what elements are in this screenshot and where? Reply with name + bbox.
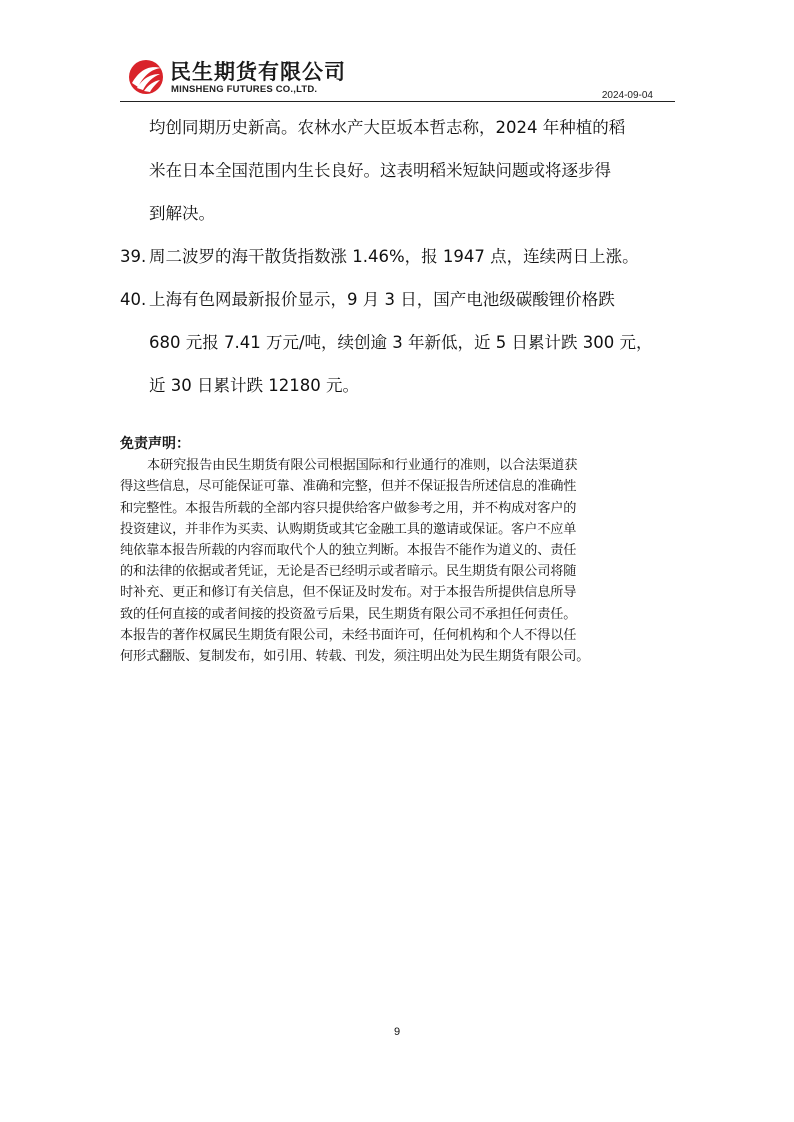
item-number: 40. xyxy=(120,290,147,309)
disclaimer-line: 时补充、更正和修订有关信息，但不保证及时发布。对于本报告所提供信息所导 xyxy=(120,585,577,601)
disclaimer-line: 何形式翻版、复制发布，如引用、转载、刊发，须注明出处为民生期货有限公司。 xyxy=(120,649,590,665)
news-list xyxy=(120,106,680,407)
company-name-en: MINSHENG FUTURES CO.,LTD. xyxy=(171,84,318,95)
item-line: 周二波罗的海干散货指数涨 1.46%，报 1947 点，连续两日上涨。 xyxy=(149,247,639,266)
page-header xyxy=(120,54,675,102)
disclaimer-title: 免责声明： xyxy=(120,436,190,452)
disclaimer-line: 本报告的著作权属民生期货有限公司，未经书面许可，任何机构和个人不得以任 xyxy=(120,627,577,643)
continuation-line: 米在日本全国范围内生长良好。这表明稻米短缺问题或将逐步得 xyxy=(149,161,611,180)
page-number: 9 xyxy=(393,1026,401,1038)
news-item-39 xyxy=(120,235,680,278)
continuation-line: 到解决。 xyxy=(149,204,215,223)
item-line: 上海有色网最新报价显示，9 月 3 日，国产电池级碳酸锂价格跌 xyxy=(149,290,615,309)
disclaimer-line: 的和法律的依据或者凭证，无论是否已经明示或者暗示。民生期货有限公司将随 xyxy=(120,564,577,580)
disclaimer-line: 纯依靠本报告所载的内容而取代个人的独立判断。本报告不能作为道义的、责任 xyxy=(120,543,577,559)
disclaimer-section xyxy=(120,434,676,667)
news-item-40 xyxy=(120,278,680,407)
disclaimer-line: 得这些信息，尽可能保证可靠、准确和完整，但并不保证报告所述信息的准确性 xyxy=(120,479,577,495)
disclaimer-line: 致的任何直接的或者间接的投资盈亏后果，民生期货有限公司不承担任何责任。 xyxy=(120,606,577,622)
item-number: 39. xyxy=(120,247,147,266)
report-date: 2024-09-04 xyxy=(601,90,653,101)
continuation-line: 均创同期历史新高。农林水产大臣坂本哲志称，2024 年种植的稻 xyxy=(149,118,626,137)
item-line: 680 元报 7.41 万元/吨，续创逾 3 年新低，近 5 日累计跌 300 元， xyxy=(149,333,653,352)
disclaimer-line: 投资建议，并非作为买卖、认购期货或其它金融工具的邀请或保证。客户不应单 xyxy=(120,521,577,537)
disclaimer-line: 本研究报告由民生期货有限公司根据国际和行业通行的准则，以合法渠道获 xyxy=(147,458,578,474)
header-divider xyxy=(120,101,675,102)
minsheng-logo-icon xyxy=(128,59,164,95)
item-line: 近 30 日累计跌 12180 元。 xyxy=(149,376,359,395)
disclaimer-line: 和完整性。本报告所载的全部内容只提供给客户做参考之用，并不构成对客户的 xyxy=(120,500,577,516)
company-name-cn: 民生期货有限公司 xyxy=(170,60,346,84)
